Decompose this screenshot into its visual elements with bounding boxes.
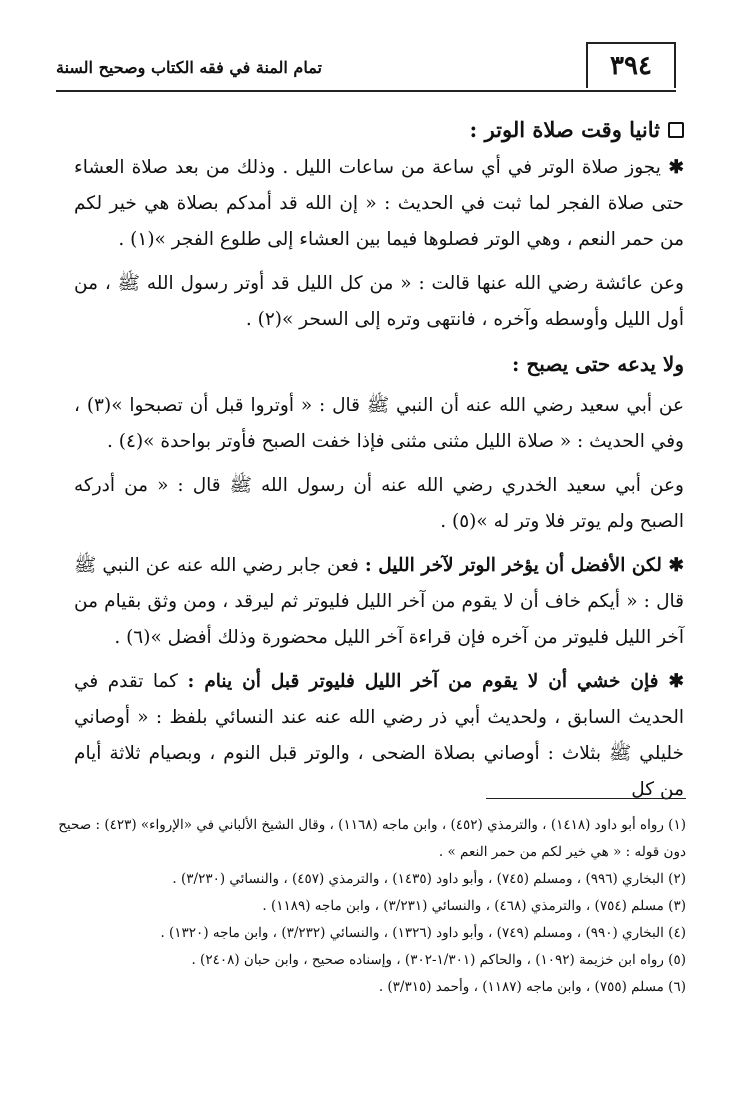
bold-lead: لكن الأفضل أن يؤخر الوتر لآخر الليل : <box>364 555 662 576</box>
paragraph-khudri: وعن أبي سعيد الخدري رضي الله عنه أن رسول الله ﷺ قال : « من أدركه الصبح ولم يوتر فلا وتر له »(٥) . <box>74 475 684 532</box>
running-head: تمام المنة في فقه الكتاب وصحيح السنة <box>56 58 322 77</box>
footnote-1: (١) رواه أبو داود (١٤١٨) ، والترمذي (٤٥٢) ، وابن ماجه (١١٦٨) ، وقال الشيخ الألباني في «الإرواء» (٤٢٣) : صحيح دون قوله : « هي خير لكم من حمر النعم » . <box>58 817 686 860</box>
footnote-4: (٤) البخاري (٩٩٠) ، ومسلم (٧٤٩) ، وأبو داود (١٣٢٦) ، والنسائي (٣/٢٣٢) ، وابن ماجه (١٣٢٠) . <box>160 925 686 941</box>
section-title: ثانيا وقت صلاة الوتر : <box>469 117 660 142</box>
star-bullet-icon: ✱ <box>658 671 684 692</box>
section-heading <box>74 112 684 148</box>
star-bullet-icon: ✱ <box>661 555 684 576</box>
footnote-6: (٦) مسلم (٧٥٥) ، وابن ماجه (١١٨٧) ، وأحمد (٣/٣١٥) . <box>378 979 686 995</box>
page-number: ٣٩٤ <box>586 42 676 88</box>
subheading: ولا يدعه حتى يصبح : <box>512 352 684 376</box>
page-header <box>56 40 676 92</box>
footnotes <box>56 812 686 1001</box>
square-bullet-icon <box>668 122 684 138</box>
paragraph-time: ✱ يجوز صلاة الوتر في أي ساعة من ساعات الليل . وذلك من بعد صلاة العشاء حتى صلاة الفجر لما ثبت في الحديث : « إن الله قد أمدكم بصلاة هي خير لكم من حمر النعم ، وهي الوتر فصلوها فيما بين العشاء إلى طلوع الفجر »(١) . <box>74 157 684 250</box>
paragraph-khashi: ✱ فإن خشي أن لا يقوم من آخر الليل فليوتر قبل أن ينام : كما تقدم في الحديث السابق ، ولحديث أبي ذر رضي الله عنه عند النسائي بلفظ : « أوصاني خليلي ﷺ بثلاث : أوصاني بصلاة الضحى ، والوتر قبل النوم ، وبصيام ثلاثة أيام من كل <box>74 671 684 800</box>
star-bullet-icon: ✱ <box>660 157 684 178</box>
main-text <box>74 112 684 816</box>
paragraph-abu-said: عن أبي سعيد رضي الله عنه أن النبي ﷺ قال : « أوتروا قبل أن تصبحوا »(٣) ، وفي الحديث : « صلاة الليل مثنى مثنى فإذا خفت الصبح فأوتر بواحدة »(٤) . <box>74 395 684 452</box>
footnote-5: (٥) رواه ابن خزيمة (١٠٩٢) ، والحاكم (١/٣٠١-٣٠٢) ، وإسناده صحيح ، وابن حبان (٢٤٠٨) . <box>191 952 686 968</box>
bold-lead: فإن خشي أن لا يقوم من آخر الليل فليوتر قبل أن ينام : <box>187 671 659 692</box>
paragraph-afdal: ✱ لكن الأفضل أن يؤخر الوتر لآخر الليل : فعن جابر رضي الله عنه عن النبي ﷺ قال : « أيكم خاف أن لا يقوم من آخر الليل فليوتر ثم ليرقد ، ومن وثق بقيام من آخر الليل فليوتر من آخره فإن قراءة آخر الليل محضورة وذلك أفضل »(٦) . <box>74 555 684 648</box>
footnote-2: (٢) البخاري (٩٩٦) ، ومسلم (٧٤٥) ، وأبو داود (١٤٣٥) ، والترمذي (٤٥٧) ، والنسائي (٣/٢٣٠) . <box>172 871 686 887</box>
footnote-3: (٣) مسلم (٧٥٤) ، والترمذي (٤٦٨) ، والنسائي (٣/٢٣١) ، وابن ماجه (١١٨٩) . <box>262 898 686 914</box>
footnote-separator <box>486 798 686 799</box>
paragraph-aisha: وعن عائشة رضي الله عنها قالت : « من كل الليل قد أوتر رسول الله ﷺ ، من أول الليل وأوسطه وآخره ، فانتهى وتره إلى السحر »(٢) . <box>74 273 684 330</box>
